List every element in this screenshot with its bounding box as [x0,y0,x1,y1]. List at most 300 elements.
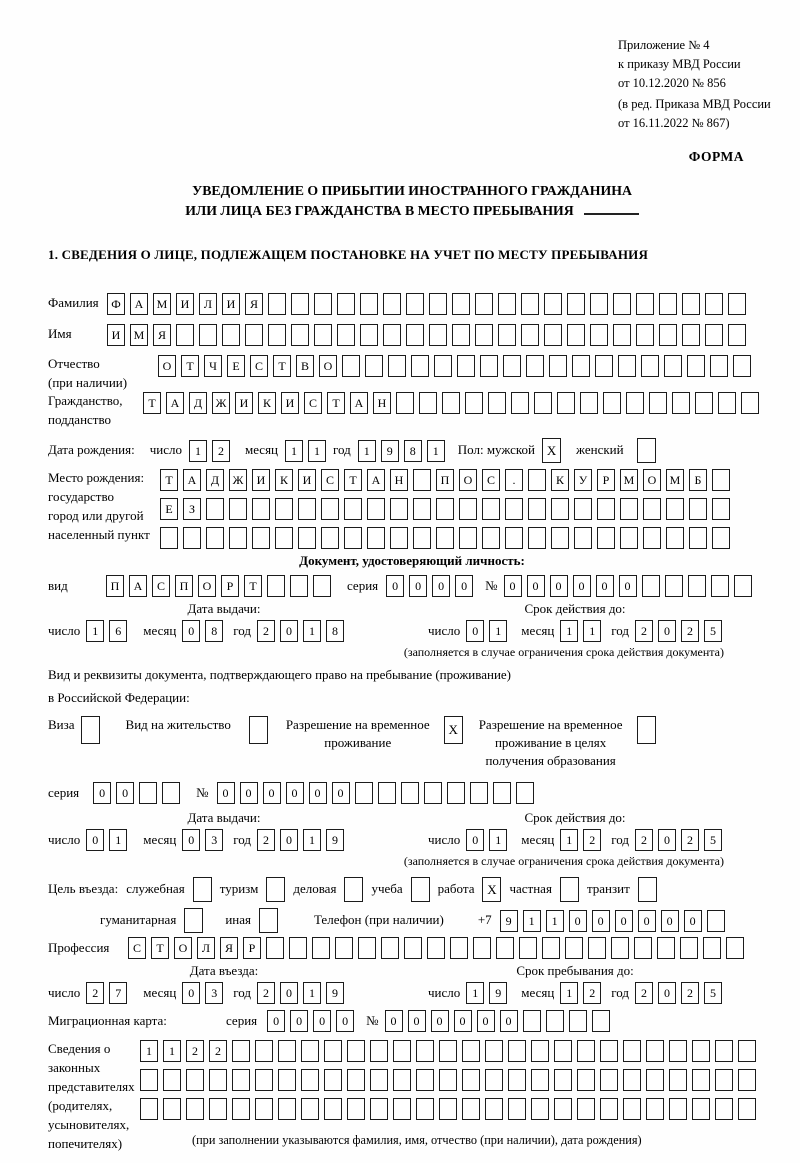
char-cell[interactable] [298,498,316,520]
char-cell[interactable] [347,1098,365,1120]
char-cell[interactable] [695,392,713,414]
char-cell[interactable] [232,1040,250,1062]
char-cell[interactable]: 0 [658,829,676,851]
char-cell[interactable] [521,293,539,315]
char-cell[interactable]: А [129,575,147,597]
char-cell[interactable]: Н [373,392,391,414]
char-cell[interactable] [383,293,401,315]
char-cell[interactable]: Ж [229,469,247,491]
char-cell[interactable]: К [275,469,293,491]
char-cell[interactable] [680,937,698,959]
char-cell[interactable]: 6 [109,620,127,642]
char-cell[interactable] [370,1069,388,1091]
char-cell[interactable] [452,324,470,346]
char-cell[interactable] [551,498,569,520]
char-cell[interactable] [436,527,454,549]
char-cell[interactable] [519,937,537,959]
char-cell[interactable] [413,469,431,491]
char-cell[interactable] [634,937,652,959]
char-cell[interactable]: 0 [182,829,200,851]
char-cell[interactable]: Т [160,469,178,491]
char-cell[interactable]: 0 [592,910,610,932]
char-cell[interactable]: 0 [86,829,104,851]
char-cell[interactable]: 3 [205,829,223,851]
char-cell[interactable] [646,1040,664,1062]
char-cell[interactable] [321,498,339,520]
char-cell[interactable]: В [296,355,314,377]
char-cell[interactable] [312,937,330,959]
char-cell[interactable]: С [128,937,146,959]
char-cell[interactable] [734,575,752,597]
char-cell[interactable]: Б [689,469,707,491]
char-cell[interactable]: А [367,469,385,491]
char-cell[interactable] [393,1098,411,1120]
char-cell[interactable] [711,575,729,597]
char-cell[interactable]: 0 [280,620,298,642]
char-cell[interactable]: 2 [635,829,653,851]
char-cell[interactable] [291,324,309,346]
char-cell[interactable]: 2 [583,829,601,851]
char-cell[interactable]: Ф [107,293,125,315]
char-cell[interactable] [554,1040,572,1062]
char-cell[interactable] [503,355,521,377]
char-cell[interactable] [643,498,661,520]
char-cell[interactable] [229,527,247,549]
char-cell[interactable]: 0 [217,782,235,804]
char-cell[interactable] [666,498,684,520]
char-cell[interactable] [335,937,353,959]
char-cell[interactable] [703,937,721,959]
char-cell[interactable] [255,1040,273,1062]
char-cell[interactable]: У [574,469,592,491]
char-cell[interactable] [393,1069,411,1091]
char-cell[interactable] [355,782,373,804]
char-cell[interactable] [388,355,406,377]
char-cell[interactable] [298,527,316,549]
char-cell[interactable] [475,293,493,315]
char-cell[interactable]: 0 [431,1010,449,1032]
char-cell[interactable] [206,527,224,549]
char-cell[interactable]: О [198,575,216,597]
char-cell[interactable] [715,1040,733,1062]
char-cell[interactable] [462,1040,480,1062]
char-cell[interactable]: 1 [303,982,321,1004]
char-cell[interactable] [505,498,523,520]
char-cell[interactable]: 0 [619,575,637,597]
char-cell[interactable] [404,937,422,959]
char-cell[interactable]: 5 [704,982,722,1004]
char-cell[interactable]: 0 [385,1010,403,1032]
char-cell[interactable]: 2 [212,440,230,462]
purpose-work-checkbox[interactable]: X [482,877,501,902]
sex-female-checkbox[interactable] [637,438,656,463]
char-cell[interactable] [664,355,682,377]
char-cell[interactable] [741,392,759,414]
char-cell[interactable]: 0 [336,1010,354,1032]
char-cell[interactable]: Р [243,937,261,959]
char-cell[interactable]: Т [143,392,161,414]
char-cell[interactable] [186,1069,204,1091]
char-cell[interactable]: 0 [684,910,702,932]
char-cell[interactable]: 1 [427,440,445,462]
purpose-study-checkbox[interactable] [411,877,430,902]
char-cell[interactable] [528,527,546,549]
char-cell[interactable]: И [298,469,316,491]
char-cell[interactable] [688,575,706,597]
char-cell[interactable] [337,293,355,315]
char-cell[interactable] [687,355,705,377]
char-cell[interactable]: 5 [704,829,722,851]
char-cell[interactable]: А [350,392,368,414]
char-cell[interactable] [406,293,424,315]
char-cell[interactable] [715,1069,733,1091]
char-cell[interactable]: 9 [381,440,399,462]
char-cell[interactable]: 0 [596,575,614,597]
char-cell[interactable]: 0 [182,620,200,642]
char-cell[interactable] [390,527,408,549]
char-cell[interactable] [590,293,608,315]
purpose-official-checkbox[interactable] [193,877,212,902]
char-cell[interactable] [689,498,707,520]
char-cell[interactable]: 1 [583,620,601,642]
char-cell[interactable]: П [175,575,193,597]
char-cell[interactable] [626,392,644,414]
char-cell[interactable] [301,1069,319,1091]
char-cell[interactable] [672,392,690,414]
char-cell[interactable] [620,498,638,520]
char-cell[interactable] [551,527,569,549]
char-cell[interactable]: 0 [658,982,676,1004]
char-cell[interactable] [649,392,667,414]
char-cell[interactable] [360,324,378,346]
char-cell[interactable] [186,1098,204,1120]
char-cell[interactable]: 0 [569,910,587,932]
char-cell[interactable]: Н [390,469,408,491]
char-cell[interactable] [252,498,270,520]
char-cell[interactable]: 0 [573,575,591,597]
char-cell[interactable] [313,575,331,597]
char-cell[interactable]: 0 [263,782,281,804]
char-cell[interactable] [140,1069,158,1091]
char-cell[interactable] [588,937,606,959]
char-cell[interactable] [459,498,477,520]
char-cell[interactable]: 2 [635,620,653,642]
char-cell[interactable] [222,324,240,346]
char-cell[interactable] [600,1040,618,1062]
char-cell[interactable] [301,1098,319,1120]
char-cell[interactable] [572,355,590,377]
char-cell[interactable] [726,937,744,959]
char-cell[interactable] [669,1040,687,1062]
char-cell[interactable]: 0 [93,782,111,804]
char-cell[interactable] [516,782,534,804]
char-cell[interactable] [485,1098,503,1120]
char-cell[interactable] [370,1098,388,1120]
char-cell[interactable]: С [304,392,322,414]
char-cell[interactable]: Т [273,355,291,377]
char-cell[interactable]: З [183,498,201,520]
char-cell[interactable]: 1 [560,829,578,851]
residence-permit-checkbox[interactable] [249,716,268,744]
char-cell[interactable]: 8 [326,620,344,642]
char-cell[interactable]: К [551,469,569,491]
char-cell[interactable] [718,392,736,414]
char-cell[interactable] [337,324,355,346]
char-cell[interactable] [199,324,217,346]
char-cell[interactable] [646,1069,664,1091]
char-cell[interactable]: О [158,355,176,377]
char-cell[interactable] [623,1069,641,1091]
char-cell[interactable]: 0 [466,620,484,642]
char-cell[interactable] [482,498,500,520]
char-cell[interactable] [613,324,631,346]
char-cell[interactable] [370,1040,388,1062]
char-cell[interactable] [396,392,414,414]
char-cell[interactable] [665,575,683,597]
char-cell[interactable]: 0 [550,575,568,597]
char-cell[interactable] [511,392,529,414]
char-cell[interactable] [344,498,362,520]
purpose-business-checkbox[interactable] [344,877,363,902]
char-cell[interactable]: К [258,392,276,414]
char-cell[interactable] [642,575,660,597]
char-cell[interactable]: 2 [186,1040,204,1062]
char-cell[interactable]: 1 [86,620,104,642]
char-cell[interactable]: А [166,392,184,414]
char-cell[interactable]: М [153,293,171,315]
char-cell[interactable] [232,1098,250,1120]
char-cell[interactable]: 1 [109,829,127,851]
char-cell[interactable]: Я [245,293,263,315]
char-cell[interactable] [592,1010,610,1032]
char-cell[interactable] [705,324,723,346]
char-cell[interactable] [715,1098,733,1120]
char-cell[interactable] [470,782,488,804]
char-cell[interactable] [450,937,468,959]
char-cell[interactable] [314,293,332,315]
char-cell[interactable] [324,1040,342,1062]
char-cell[interactable] [549,355,567,377]
char-cell[interactable] [278,1098,296,1120]
char-cell[interactable]: И [107,324,125,346]
purpose-private-checkbox[interactable] [560,877,579,902]
char-cell[interactable] [682,293,700,315]
char-cell[interactable] [567,293,585,315]
char-cell[interactable]: 9 [489,982,507,1004]
char-cell[interactable]: 1 [189,440,207,462]
char-cell[interactable] [728,293,746,315]
char-cell[interactable]: Т [151,937,169,959]
char-cell[interactable]: И [235,392,253,414]
char-cell[interactable] [542,937,560,959]
char-cell[interactable]: С [250,355,268,377]
char-cell[interactable]: 1 [560,620,578,642]
char-cell[interactable] [597,498,615,520]
char-cell[interactable] [406,324,424,346]
char-cell[interactable] [267,575,285,597]
char-cell[interactable] [163,1098,181,1120]
char-cell[interactable] [439,1040,457,1062]
char-cell[interactable] [531,1069,549,1091]
char-cell[interactable] [176,324,194,346]
char-cell[interactable] [383,324,401,346]
temp-residence-edu-checkbox[interactable] [637,716,656,744]
char-cell[interactable]: О [643,469,661,491]
char-cell[interactable] [255,1098,273,1120]
char-cell[interactable]: Е [227,355,245,377]
char-cell[interactable]: Д [189,392,207,414]
char-cell[interactable]: 1 [560,982,578,1004]
char-cell[interactable] [705,293,723,315]
char-cell[interactable]: 1 [285,440,303,462]
char-cell[interactable] [567,324,585,346]
char-cell[interactable]: Л [199,293,217,315]
char-cell[interactable] [367,498,385,520]
char-cell[interactable] [508,1098,526,1120]
char-cell[interactable]: 0 [267,1010,285,1032]
char-cell[interactable]: . [505,469,523,491]
char-cell[interactable] [290,575,308,597]
char-cell[interactable] [643,527,661,549]
char-cell[interactable] [439,1069,457,1091]
char-cell[interactable]: 1 [140,1040,158,1062]
char-cell[interactable] [278,1040,296,1062]
char-cell[interactable] [321,527,339,549]
char-cell[interactable]: 0 [477,1010,495,1032]
char-cell[interactable] [459,527,477,549]
char-cell[interactable] [462,1098,480,1120]
char-cell[interactable]: 1 [489,829,507,851]
char-cell[interactable] [508,1069,526,1091]
purpose-transit-checkbox[interactable] [638,877,657,902]
char-cell[interactable] [554,1069,572,1091]
char-cell[interactable] [485,1069,503,1091]
char-cell[interactable]: 1 [523,910,541,932]
char-cell[interactable] [636,293,654,315]
char-cell[interactable] [557,392,575,414]
char-cell[interactable] [620,527,638,549]
char-cell[interactable] [232,1069,250,1091]
char-cell[interactable] [434,355,452,377]
char-cell[interactable]: О [174,937,192,959]
char-cell[interactable]: 0 [408,1010,426,1032]
char-cell[interactable]: 2 [257,620,275,642]
char-cell[interactable] [623,1098,641,1120]
char-cell[interactable] [140,1098,158,1120]
char-cell[interactable]: 5 [704,620,722,642]
char-cell[interactable] [413,527,431,549]
char-cell[interactable] [439,1098,457,1120]
char-cell[interactable] [692,1040,710,1062]
char-cell[interactable] [574,498,592,520]
char-cell[interactable] [682,324,700,346]
char-cell[interactable] [600,1098,618,1120]
char-cell[interactable] [618,355,636,377]
char-cell[interactable] [291,293,309,315]
char-cell[interactable]: 2 [681,620,699,642]
purpose-humanitarian-checkbox[interactable] [184,908,203,933]
char-cell[interactable] [416,1040,434,1062]
char-cell[interactable] [424,782,442,804]
char-cell[interactable]: 1 [308,440,326,462]
char-cell[interactable]: 0 [504,575,522,597]
char-cell[interactable] [324,1098,342,1120]
char-cell[interactable] [457,355,475,377]
char-cell[interactable]: 2 [681,829,699,851]
char-cell[interactable]: 9 [326,829,344,851]
char-cell[interactable] [738,1040,756,1062]
char-cell[interactable]: 7 [109,982,127,1004]
char-cell[interactable] [689,527,707,549]
char-cell[interactable]: 3 [205,982,223,1004]
char-cell[interactable]: Л [197,937,215,959]
char-cell[interactable]: 0 [386,575,404,597]
char-cell[interactable] [160,527,178,549]
temp-residence-checkbox[interactable]: X [444,716,463,744]
char-cell[interactable] [429,293,447,315]
char-cell[interactable]: 2 [257,982,275,1004]
char-cell[interactable]: 1 [358,440,376,462]
char-cell[interactable]: 0 [638,910,656,932]
char-cell[interactable]: 0 [116,782,134,804]
char-cell[interactable] [669,1069,687,1091]
char-cell[interactable] [521,324,539,346]
char-cell[interactable] [488,392,506,414]
char-cell[interactable]: С [152,575,170,597]
char-cell[interactable]: Р [221,575,239,597]
char-cell[interactable]: 0 [527,575,545,597]
char-cell[interactable] [733,355,751,377]
char-cell[interactable] [278,1069,296,1091]
char-cell[interactable] [442,392,460,414]
char-cell[interactable] [641,355,659,377]
char-cell[interactable] [268,293,286,315]
char-cell[interactable] [728,324,746,346]
char-cell[interactable] [347,1069,365,1091]
char-cell[interactable]: 0 [432,575,450,597]
char-cell[interactable] [139,782,157,804]
char-cell[interactable]: Ч [204,355,222,377]
char-cell[interactable]: 9 [326,982,344,1004]
char-cell[interactable] [419,392,437,414]
char-cell[interactable] [611,937,629,959]
char-cell[interactable] [569,1010,587,1032]
char-cell[interactable]: И [222,293,240,315]
char-cell[interactable] [646,1098,664,1120]
char-cell[interactable]: 0 [240,782,258,804]
char-cell[interactable] [523,1010,541,1032]
char-cell[interactable] [544,324,562,346]
char-cell[interactable]: 0 [409,575,427,597]
char-cell[interactable]: 0 [280,829,298,851]
char-cell[interactable]: Т [181,355,199,377]
char-cell[interactable] [666,527,684,549]
char-cell[interactable] [365,355,383,377]
char-cell[interactable] [393,1040,411,1062]
char-cell[interactable] [577,1069,595,1091]
char-cell[interactable] [465,392,483,414]
char-cell[interactable]: 2 [681,982,699,1004]
char-cell[interactable]: 1 [303,620,321,642]
char-cell[interactable] [534,392,552,414]
char-cell[interactable] [482,527,500,549]
char-cell[interactable] [427,937,445,959]
char-cell[interactable] [710,355,728,377]
char-cell[interactable] [452,293,470,315]
char-cell[interactable] [738,1098,756,1120]
char-cell[interactable] [603,392,621,414]
char-cell[interactable] [275,527,293,549]
